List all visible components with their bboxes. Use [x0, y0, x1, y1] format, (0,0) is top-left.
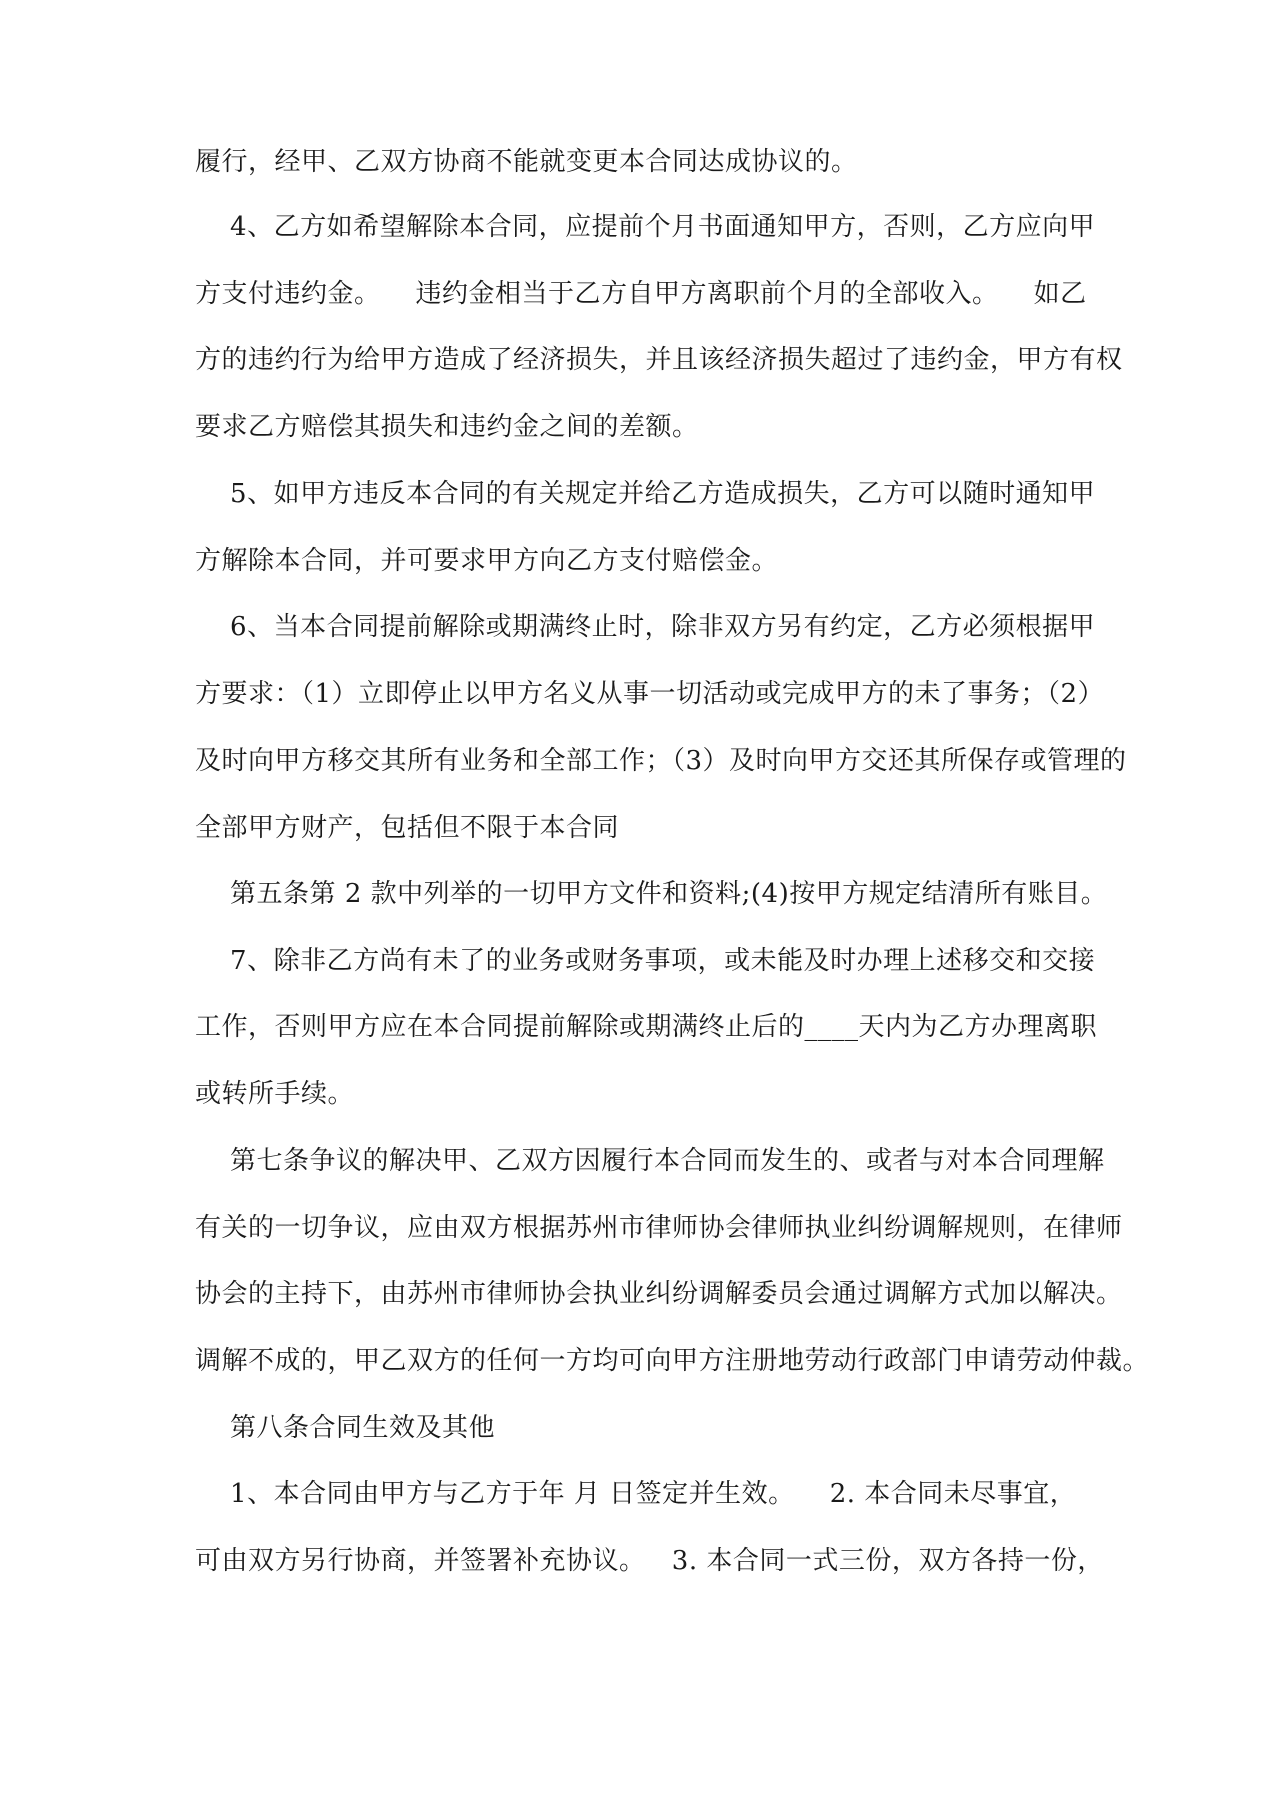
section-heading: 第八条合同生效及其他	[195, 1413, 496, 1443]
text-line: 协会的主持下，由苏州市律师协会执业纠纷调解委员会通过调解方式加以解决。	[195, 1279, 1123, 1309]
text-line: 可由双方另行协商，并签署补充协议。 3. 本合同一式三份，双方各持一份，	[195, 1546, 1104, 1576]
text-line: 第五条第 2 款中列举的一切甲方文件和资料;(4)按甲方规定结清所有账目。	[195, 879, 1108, 909]
text-line: 有关的一切争议，应由双方根据苏州市律师协会律师执业纠纷调解规则，在律师	[195, 1213, 1123, 1243]
text-line: 调解不成的，甲乙双方的任何一方均可向甲方注册地劳动行政部门申请劳动仲裁。	[195, 1346, 1150, 1376]
text-line: 方解除本合同，并可要求甲方向乙方支付赔偿金。	[195, 546, 779, 576]
text-line: 1、本合同由甲方与乙方于年 月 日签定并生效。 2. 本合同未尽事宜，	[195, 1479, 1077, 1509]
text-line: 要求乙方赔偿其损失和违约金之间的差额。	[195, 412, 699, 442]
text-line: 工作，否则甲方应在本合同提前解除或期满终止后的____天内为乙方办理离职	[195, 1012, 1098, 1042]
text-line: 7、除非乙方尚有未了的业务或财务事项，或未能及时办理上述移交和交接	[195, 946, 1096, 976]
text-line: 方的违约行为给甲方造成了经济损失，并且该经济损失超过了违约金，甲方有权	[195, 345, 1123, 375]
text-line: 全部甲方财产，包括但不限于本合同	[195, 813, 620, 843]
text-line: 4、乙方如希望解除本合同，应提前个月书面通知甲方，否则，乙方应向甲	[195, 212, 1096, 242]
text-line: 5、如甲方违反本合同的有关规定并给乙方造成损失，乙方可以随时通知甲	[195, 479, 1096, 509]
text-line: 及时向甲方移交其所有业务和全部工作；（3）及时向甲方交还其所保存或管理的	[195, 746, 1127, 776]
text-line: 方支付违约金。 违约金相当于乙方自甲方离职前个月的全部收入。 如乙	[195, 279, 1087, 309]
text-line: 方要求：（1）立即停止以甲方名义从事一切活动或完成甲方的未了事务；（2）	[195, 679, 1105, 709]
text-line: 履行，经甲、乙双方协商不能就变更本合同达成协议的。	[195, 147, 858, 177]
text-line: 或转所手续。	[195, 1079, 355, 1109]
text-line: 6、当本合同提前解除或期满终止时，除非双方另有约定，乙方必须根据甲	[195, 612, 1096, 642]
text-line: 第七条争议的解决甲、乙双方因履行本合同而发生的、或者与对本合同理解	[195, 1146, 1105, 1176]
